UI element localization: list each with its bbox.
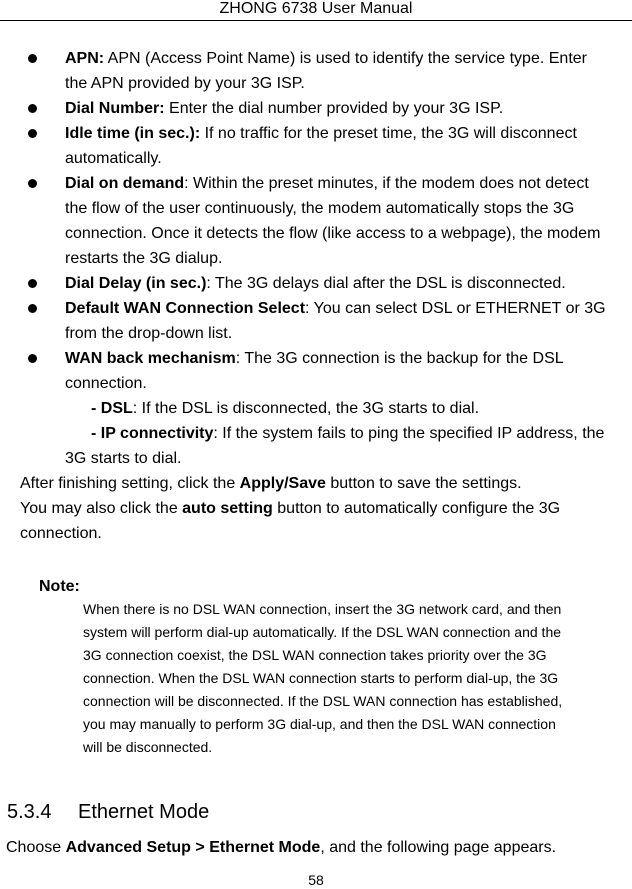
- term-idle-time: Idle time (in sec.):: [65, 125, 201, 142]
- choose-paragraph: [6, 837, 556, 859]
- term-apn: APN:: [65, 50, 105, 67]
- apply-save-label: Apply/Save: [239, 475, 326, 492]
- note-label: Note:: [39, 578, 80, 595]
- bullet-dot-icon: [28, 129, 37, 138]
- note-line: connection will be disconnected. If the DSL WAN connection has established,: [83, 693, 563, 709]
- desc-apn-cont: the APN provided by your 3G ISP.: [65, 75, 305, 92]
- paragraph-text: button to automatically configure the 3G: [272, 500, 561, 517]
- sub-item-ip-connectivity: [0, 421, 632, 446]
- menu-path: Advanced Setup > Ethernet Mode: [65, 839, 321, 856]
- bullet-apn: [0, 46, 632, 96]
- sub-item-ip-connectivity-cont: [0, 446, 632, 471]
- term-dial-number: Dial Number:: [65, 100, 165, 117]
- bullet-dial-delay: [0, 271, 632, 296]
- auto-setting-paragraph: [20, 496, 620, 546]
- section-number: 5.3.4: [7, 801, 52, 823]
- note-line: connection. When the DSL WAN connection starts to perform dial-up, the 3G: [83, 670, 559, 686]
- bullet-dot-icon: [28, 304, 37, 313]
- desc-dial-on-demand-cont: connection. Once it detects the flow (like access to a webpage), the modem: [65, 225, 601, 242]
- note-line: When there is no DSL WAN connection, insert the 3G network card, and then: [83, 601, 562, 617]
- page-header: [0, 0, 632, 21]
- section-title: Ethernet Mode: [78, 801, 210, 823]
- term-dial-delay: Dial Delay (in sec.): [65, 275, 207, 292]
- desc-default-wan: : You can select DSL or ETHERNET or 3G: [305, 300, 606, 317]
- bullet-dial-on-demand: [0, 171, 632, 271]
- desc-dial-on-demand-cont: restarts the 3G dialup.: [65, 250, 223, 267]
- term-dial-on-demand: Dial on demand: [65, 175, 185, 192]
- term-default-wan: Default WAN Connection Select: [65, 300, 306, 317]
- paragraph-text: connection.: [20, 525, 102, 542]
- bullet-wan-back: [0, 346, 632, 396]
- desc-ip-connectivity-cont: 3G starts to dial.: [65, 450, 182, 467]
- bullet-dot-icon: [28, 354, 37, 363]
- bullet-dot-icon: [28, 104, 37, 113]
- desc-wan-back: : The 3G connection is the backup for the DSL: [235, 350, 564, 367]
- note-line: 3G connection coexist, the DSL WAN connection takes priority over the 3G: [83, 647, 547, 663]
- manual-title: ZHONG 6738 User Manual: [219, 0, 413, 17]
- desc-default-wan-cont: from the drop-down list.: [65, 325, 233, 342]
- paragraph-text: button to save the settings.: [325, 475, 522, 492]
- paragraph-text: You may also click the: [20, 500, 183, 517]
- paragraph-text: Choose: [6, 839, 66, 856]
- bullet-dot-icon: [28, 279, 37, 288]
- desc-dsl: : If the DSL is disconnected, the 3G starts to dial.: [132, 400, 480, 417]
- term-dsl: - DSL: [91, 400, 133, 417]
- sub-item-dsl: [0, 396, 632, 421]
- note-line: you may manually to perform 3G dial-up, and then the DSL WAN connection: [83, 716, 556, 732]
- bullet-dot-icon: [28, 179, 37, 188]
- auto-setting-label: auto setting: [182, 500, 273, 517]
- desc-wan-back-cont: connection.: [65, 375, 147, 392]
- note-line: will be disconnected.: [83, 739, 213, 755]
- parameter-list: [0, 46, 632, 471]
- desc-dial-number: Enter the dial number provided by your 3G ISP.: [164, 100, 504, 117]
- page-number: 58: [308, 872, 324, 888]
- term-wan-back: WAN back mechanism: [65, 350, 236, 367]
- note-line: system will perform dial-up automatically. If the DSL WAN connection and the: [83, 624, 562, 640]
- desc-idle-time: If no traffic for the preset time, the 3G will disconnect: [200, 125, 577, 142]
- desc-dial-on-demand: : Within the preset minutes, if the modem does not detect: [184, 175, 589, 192]
- bullet-idle-time: [0, 121, 632, 171]
- desc-dial-delay: : The 3G delays dial after the DSL is disconnected.: [206, 275, 566, 292]
- desc-dial-on-demand-cont: the flow of the user continuously, the modem automatically stops the 3G: [65, 200, 575, 217]
- section-heading: [7, 799, 209, 825]
- term-ip-connectivity: - IP connectivity: [91, 425, 214, 442]
- paragraph-text: , and the following page appears.: [320, 839, 557, 856]
- paragraph-text: After finishing setting, click the: [20, 475, 240, 492]
- bullet-dot-icon: [28, 54, 37, 63]
- bullet-dial-number: [0, 96, 632, 121]
- bullet-default-wan: [0, 296, 632, 346]
- apply-save-paragraph: [20, 471, 620, 496]
- desc-ip-connectivity: : If the system fails to ping the specified IP address, the: [213, 425, 605, 442]
- desc-idle-time-cont: automatically.: [65, 150, 162, 167]
- desc-apn: APN (Access Point Name) is used to identify the service type. Enter: [104, 50, 587, 67]
- note-body: [83, 598, 623, 759]
